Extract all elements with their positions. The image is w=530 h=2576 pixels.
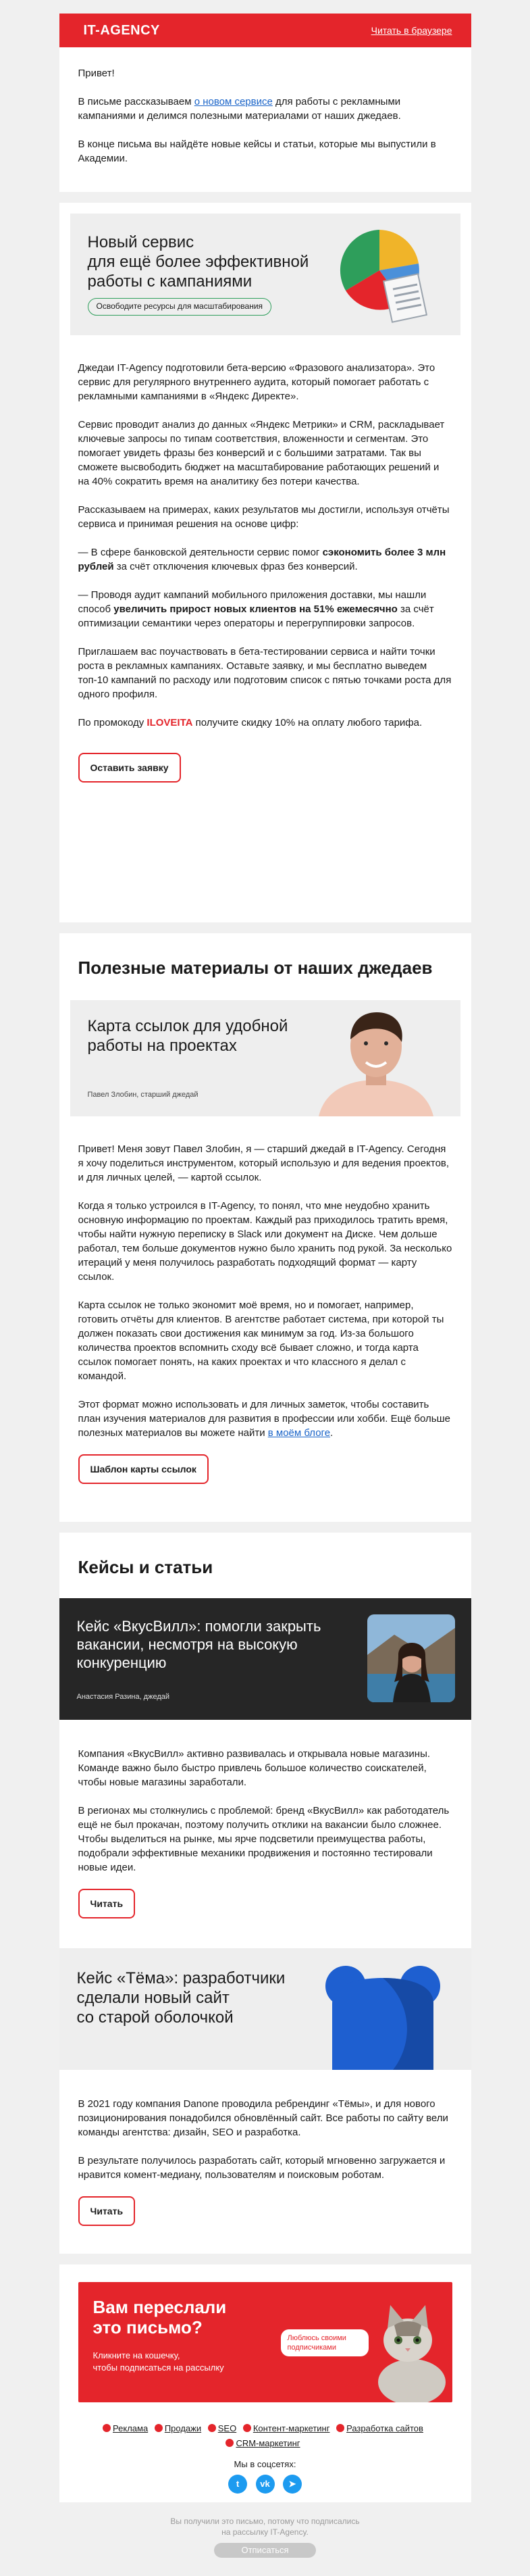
my-blog-link[interactable]: в моём блоге <box>267 1427 331 1439</box>
tema-case-title: Кейс «Тёма»: разработчики сделали новый сайт со старой оболочкой <box>76 1969 286 2027</box>
service-paragraph-2: Сервис проводит анализ до данных «Яндекс Метрики» и CRM, раскладывает ключевые запросы по типам соответствия, вложенности и сегментам. Это помогает увидеть фразы без конверсий и с большими затратами. Так вы сможете высвободить бюджет на масштабирование работающих решений и на 40% сократить время на аналитику без потери качества. <box>78 419 445 487</box>
materials-paragraph-3: Карта ссылок не только экономит моё время, но и помогает, например, готовить отчёты для клиентов. В агентстве работает система, при которой ты должен показать свои достижения как минимум за год. Из-за большого количества проектов вспомнить сходу всё бывает сложно, и тогда карта ссылок помогает понять, на каких проектах и что классного я делал с командой. <box>78 1299 444 1382</box>
cases-section <box>59 1533 471 2254</box>
twitter-icon[interactable]: t <box>228 2475 247 2494</box>
vkusvill-author-caption: Анастасия Разина, джедай <box>76 1693 170 1701</box>
author-caption: Павел Злобин, старший джедай <box>87 1091 198 1099</box>
intro-paragraph-1: В письме рассказываем о новом сервисе для работы с рекламными кампаниями и делимся полезными материалами от наших джедаев. <box>78 96 401 122</box>
service-paragraph-5: — Проводя аудит кампаний мобильного приложения доставки, мы нашли способ увеличить прирост новых клиентов на 51% ежемесячно за счёт оптимизации семантики через операторы и перегруппировки запросов. <box>78 589 434 629</box>
service-paragraph-3: Рассказываем на примерах, каких результатов мы достигли, используя отчёты сервиса и принимая решения на основе цифр: <box>78 504 450 530</box>
footer-link-web-development[interactable]: Разработка сайтов <box>336 2423 427 2433</box>
tema-case-banner[interactable] <box>59 1948 471 2070</box>
tema-paragraph-1: В 2021 году компания Danone проводила ребрендинг «Тёмы», и для нового позиционирования понадобился обновлённый сайт. Все работы по сайту вели команды агентства: дизайн, SEO и разработка. <box>78 2098 448 2138</box>
service-banner[interactable] <box>70 214 460 335</box>
read-tema-button[interactable]: Читать <box>78 2196 136 2226</box>
author-photo <box>312 1000 440 1116</box>
intro-section <box>59 47 471 192</box>
cases-heading: Кейсы и статьи <box>78 1557 213 1577</box>
service-banner-title: Новый сервис для ещё более эффективной работы с кампаниями <box>87 233 309 291</box>
vkusvill-case-title: Кейс «ВкусВилл»: помогли закрыть вакансии, несмотря на высокую конкуренцию <box>76 1618 321 1671</box>
service-paragraph-1: Джедаи IT-Agency подготовили бета-версию «Фразового анализатора». Это сервис для регулярного внутреннего аудита, который помогает работать с рекламными кампаниями в «Яндекс Директе». <box>78 362 435 402</box>
pie-chart-illustration <box>332 223 433 324</box>
red-dot-icon <box>208 2424 216 2432</box>
footer-link-ads[interactable]: Реклама <box>103 2423 152 2433</box>
service-paragraph-4: — В сфере банковской деятельности сервис помог сэкономить более 3 млн рублей за счёт отключения ключевых фраз без конверсий. <box>78 547 446 572</box>
vkusvill-paragraph-1: Компания «ВкусВилл» активно развивалась и открывала новые магазины. Команде важно было быстро привлечь большое количество соискателей, чтобы новые магазины заработали. <box>78 1748 431 1788</box>
materials-paragraph-2: Когда я только устроился в IT-Agency, то понял, что мне неудобно хранить основную информацию по проектам. Каждый раз приходилось тратить время, чтобы найти нужную переписку в Slack или документ на Диске. Чем дольше работал, тем больше документов нужно было хранить под рукой. За несколько итераций у меня получилось разработать подходящий формат — карту ссылок. <box>78 1200 452 1283</box>
read-vkusvill-button[interactable]: Читать <box>78 1889 136 1918</box>
social-icons <box>59 2475 471 2494</box>
it-agency-logo[interactable]: IT-AGENCY <box>83 22 160 38</box>
materials-paragraph-4: Этот формат можно использовать и для личных заметок, чтобы составить план изучения материалов для развития в профессии или хобби. Ещё больше полезных материалов вы можете найти в моём блоге. <box>78 1399 450 1439</box>
tema-paragraph-2: В результате получилось разработать сайт, который мгновенно загружается и нравится комент-медиану, пользователям и поисковым роботам. <box>78 2155 446 2181</box>
footer-link-crm-marketing[interactable]: CRM-маркетинг <box>226 2438 304 2448</box>
intro-paragraph-2: В конце письма вы найдёте новые кейсы и статьи, которые мы выпустили в Академии. <box>78 139 436 164</box>
service-paragraph-7: По промокоду ILOVEITA получите скидку 10% на оплату любого тарифа. <box>78 717 423 728</box>
footer-link-seo[interactable]: SEO <box>208 2423 240 2433</box>
tema-mascot-illustration <box>319 1963 447 2070</box>
footer-link-sales[interactable]: Продажи <box>155 2423 205 2433</box>
vk-icon[interactable]: vk <box>256 2475 275 2494</box>
promo-code: ILOVEITA <box>147 717 193 728</box>
links-map-banner[interactable] <box>70 1000 460 1116</box>
subscription-notice: Вы получили это письмо, потому что подписались на рассылку IT-Agency. <box>170 2517 360 2537</box>
unsubscribe-button[interactable]: Отписаться <box>214 2543 315 2558</box>
cat-speech-bubble: Люблюсь своими подписчиками <box>281 2329 369 2356</box>
red-dot-icon <box>155 2424 163 2432</box>
greeting: Привет! <box>78 68 115 79</box>
submit-application-button[interactable]: Оставить заявку <box>78 753 181 783</box>
footer-section <box>59 2264 471 2502</box>
telegram-icon[interactable]: ➤ <box>283 2475 302 2494</box>
forward-title: Вам переслали это письмо? <box>92 2297 227 2337</box>
footer-links <box>59 2421 471 2451</box>
service-paragraph-6: Приглашаем вас поучаствовать в бета-тестировании сервиса и найти точки роста в рекламных кампаниях. Оставьте заявку, и мы бесплатно выведем топ-10 кампаний по расходу или подготовим список с пятью точками роста для одного профиля. <box>78 646 452 700</box>
author-photo <box>367 1614 455 1702</box>
new-service-link[interactable]: о новом сервисе <box>194 96 273 107</box>
links-map-banner-title: Карта ссылок для удобной работы на проектах <box>87 1017 288 1055</box>
email-container <box>59 14 471 2558</box>
social-label: Мы в соцсетях: <box>234 2459 296 2469</box>
vkusvill-paragraph-2: В регионах мы столкнулись с проблемой: бренд «ВкусВилл» как работодатель ещё не был прокачан, поэтому получить отклики на вакансии было сложнее. Чтобы выделиться на рынке, мы ярче подсветили преимущества работы, подобрали эффективные механики продвижения и постоянно тестировали новые идеи. <box>78 1805 450 1873</box>
service-section <box>59 203 471 922</box>
materials-heading: Полезные материалы от наших джедаев <box>78 958 433 978</box>
subscribe-cat-banner[interactable] <box>78 2282 452 2402</box>
red-dot-icon <box>336 2424 344 2432</box>
footer-link-content-marketing[interactable]: Контент-маркетинг <box>243 2423 334 2433</box>
service-banner-pill: Освободите ресурсы для масштабирования <box>88 298 272 316</box>
cat-illustration[interactable] <box>367 2296 448 2402</box>
red-dot-icon <box>103 2424 111 2432</box>
vkusvill-case-banner[interactable] <box>59 1598 471 1720</box>
red-dot-icon <box>226 2439 234 2447</box>
email-header <box>59 14 471 47</box>
read-in-browser-link[interactable]: Читать в браузере <box>371 25 452 36</box>
materials-section <box>59 933 471 1522</box>
links-map-template-button[interactable]: Шаблон карты ссылок <box>78 1454 209 1484</box>
red-dot-icon <box>243 2424 251 2432</box>
materials-paragraph-1: Привет! Меня зовут Павел Злобин, я — старший джедай в IT-Agency. Сегодня я хочу поделиться инструментом, который использую и для ведения проектов, и для личных целей, — картой ссылок. <box>78 1143 450 1183</box>
forward-subtitle: Кликните на кошечку, чтобы подписаться на рассылку <box>92 2350 224 2373</box>
